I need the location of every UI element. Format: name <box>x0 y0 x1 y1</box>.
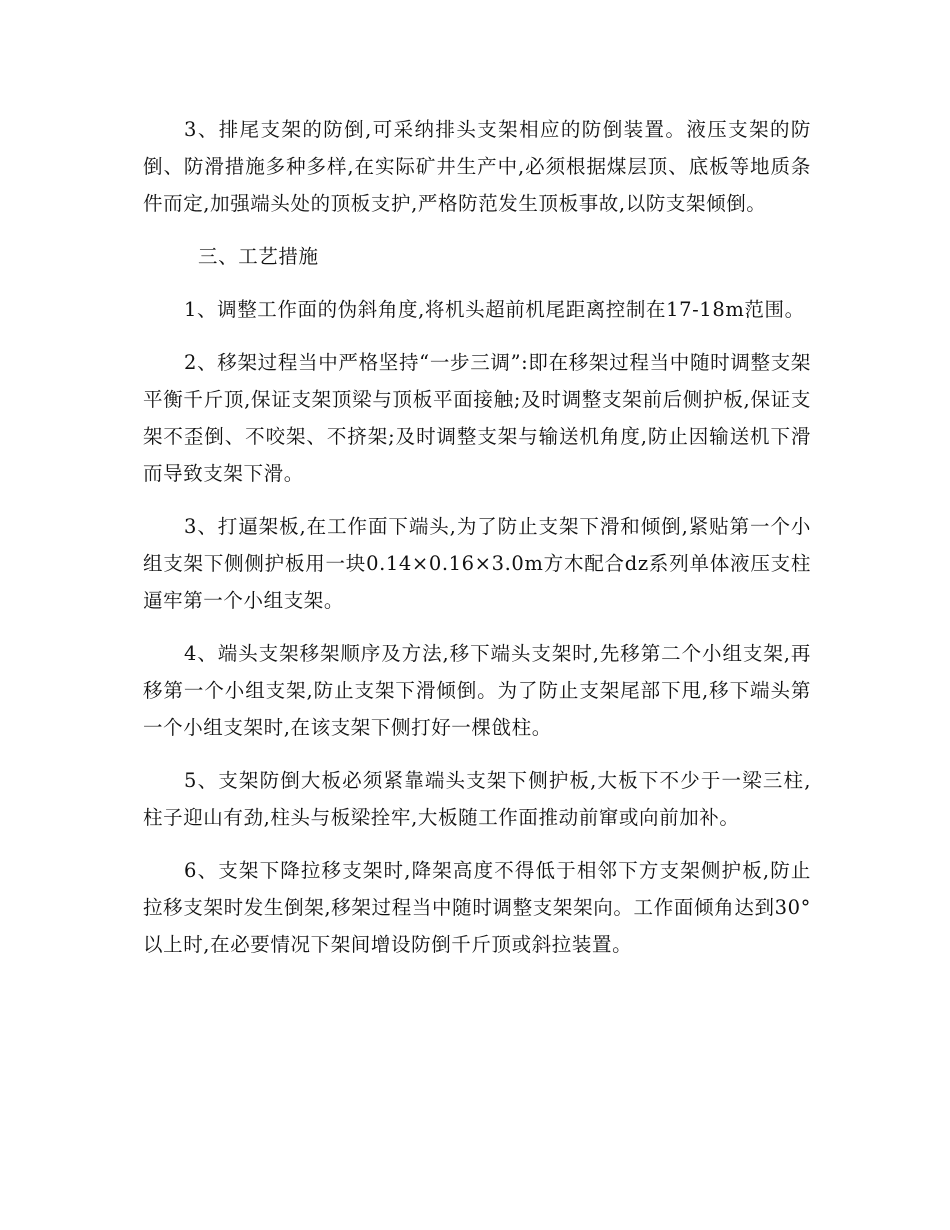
paragraph-antitilt-board: 5、支架防倒大板必须紧靠端头支架下侧护板,大板下不少于一梁三柱,柱子迎山有劲,柱头与板梁拴牢,大板随工作面推动前窜或向前加补。 <box>143 769 811 829</box>
paragraph-lowering-support: 6、支架下降拉移支架时,降架高度不得低于相邻下方支架侧护板,防止拉移支架时发生倒架,移架过程当中随时调整支架架向。工作面倾角达到30°以上时,在必要情况下架间增设防倒千斤顶或斜拉装置。 <box>143 859 811 956</box>
paragraph-pseudo-slope-adjust: 1、调整工作面的伪斜角度,将机头超前机尾距离控制在17-18m范围。 <box>184 298 805 321</box>
paragraph-end-support-sequence: 4、端头支架移架顺序及方法,移下端头支架时,先移第二个小组支架,再移第一个小组支架,防止支架下滑倾倒。为了防止支架尾部下甩,移下端头第一个小组支架时,在该支架下侧打好一棵戗柱。 <box>143 642 811 739</box>
section-heading-process-measures: 三、工艺措施 <box>198 245 319 268</box>
document-body <box>143 111 811 979</box>
paragraph-tail-support-antitilt: 3、排尾支架的防倒,可采纳排头支架相应的防倒装置。液压支架的防倒、防滑措施多种多样,在实际矿井生产中,必须根据煤层顶、底板等地质条件而定,加强端头处的顶板支护,严格防范发生顶板事故,以防支架倾倒。 <box>143 118 811 215</box>
paragraph-one-step-three-adjust: 2、移架过程当中严格坚持“一步三调”:即在移架过程当中随时调整支架平衡千斤顶,保证支架顶梁与顶板平面接触;及时调整支架前后侧护板,保证支架不歪倒、不咬架、不挤架;及时调整支架与输送机角度,防止因输送机下滑而导致支架下滑。 <box>143 351 811 485</box>
paragraph-bracing-board: 3、打逼架板,在工作面下端头,为了防止支架下滑和倾倒,紧贴第一个小组支架下侧侧护板用一块0.14×0.16×3.0m方木配合dz系列单体液压支柱逼牢第一个小组支架。 <box>143 515 811 612</box>
